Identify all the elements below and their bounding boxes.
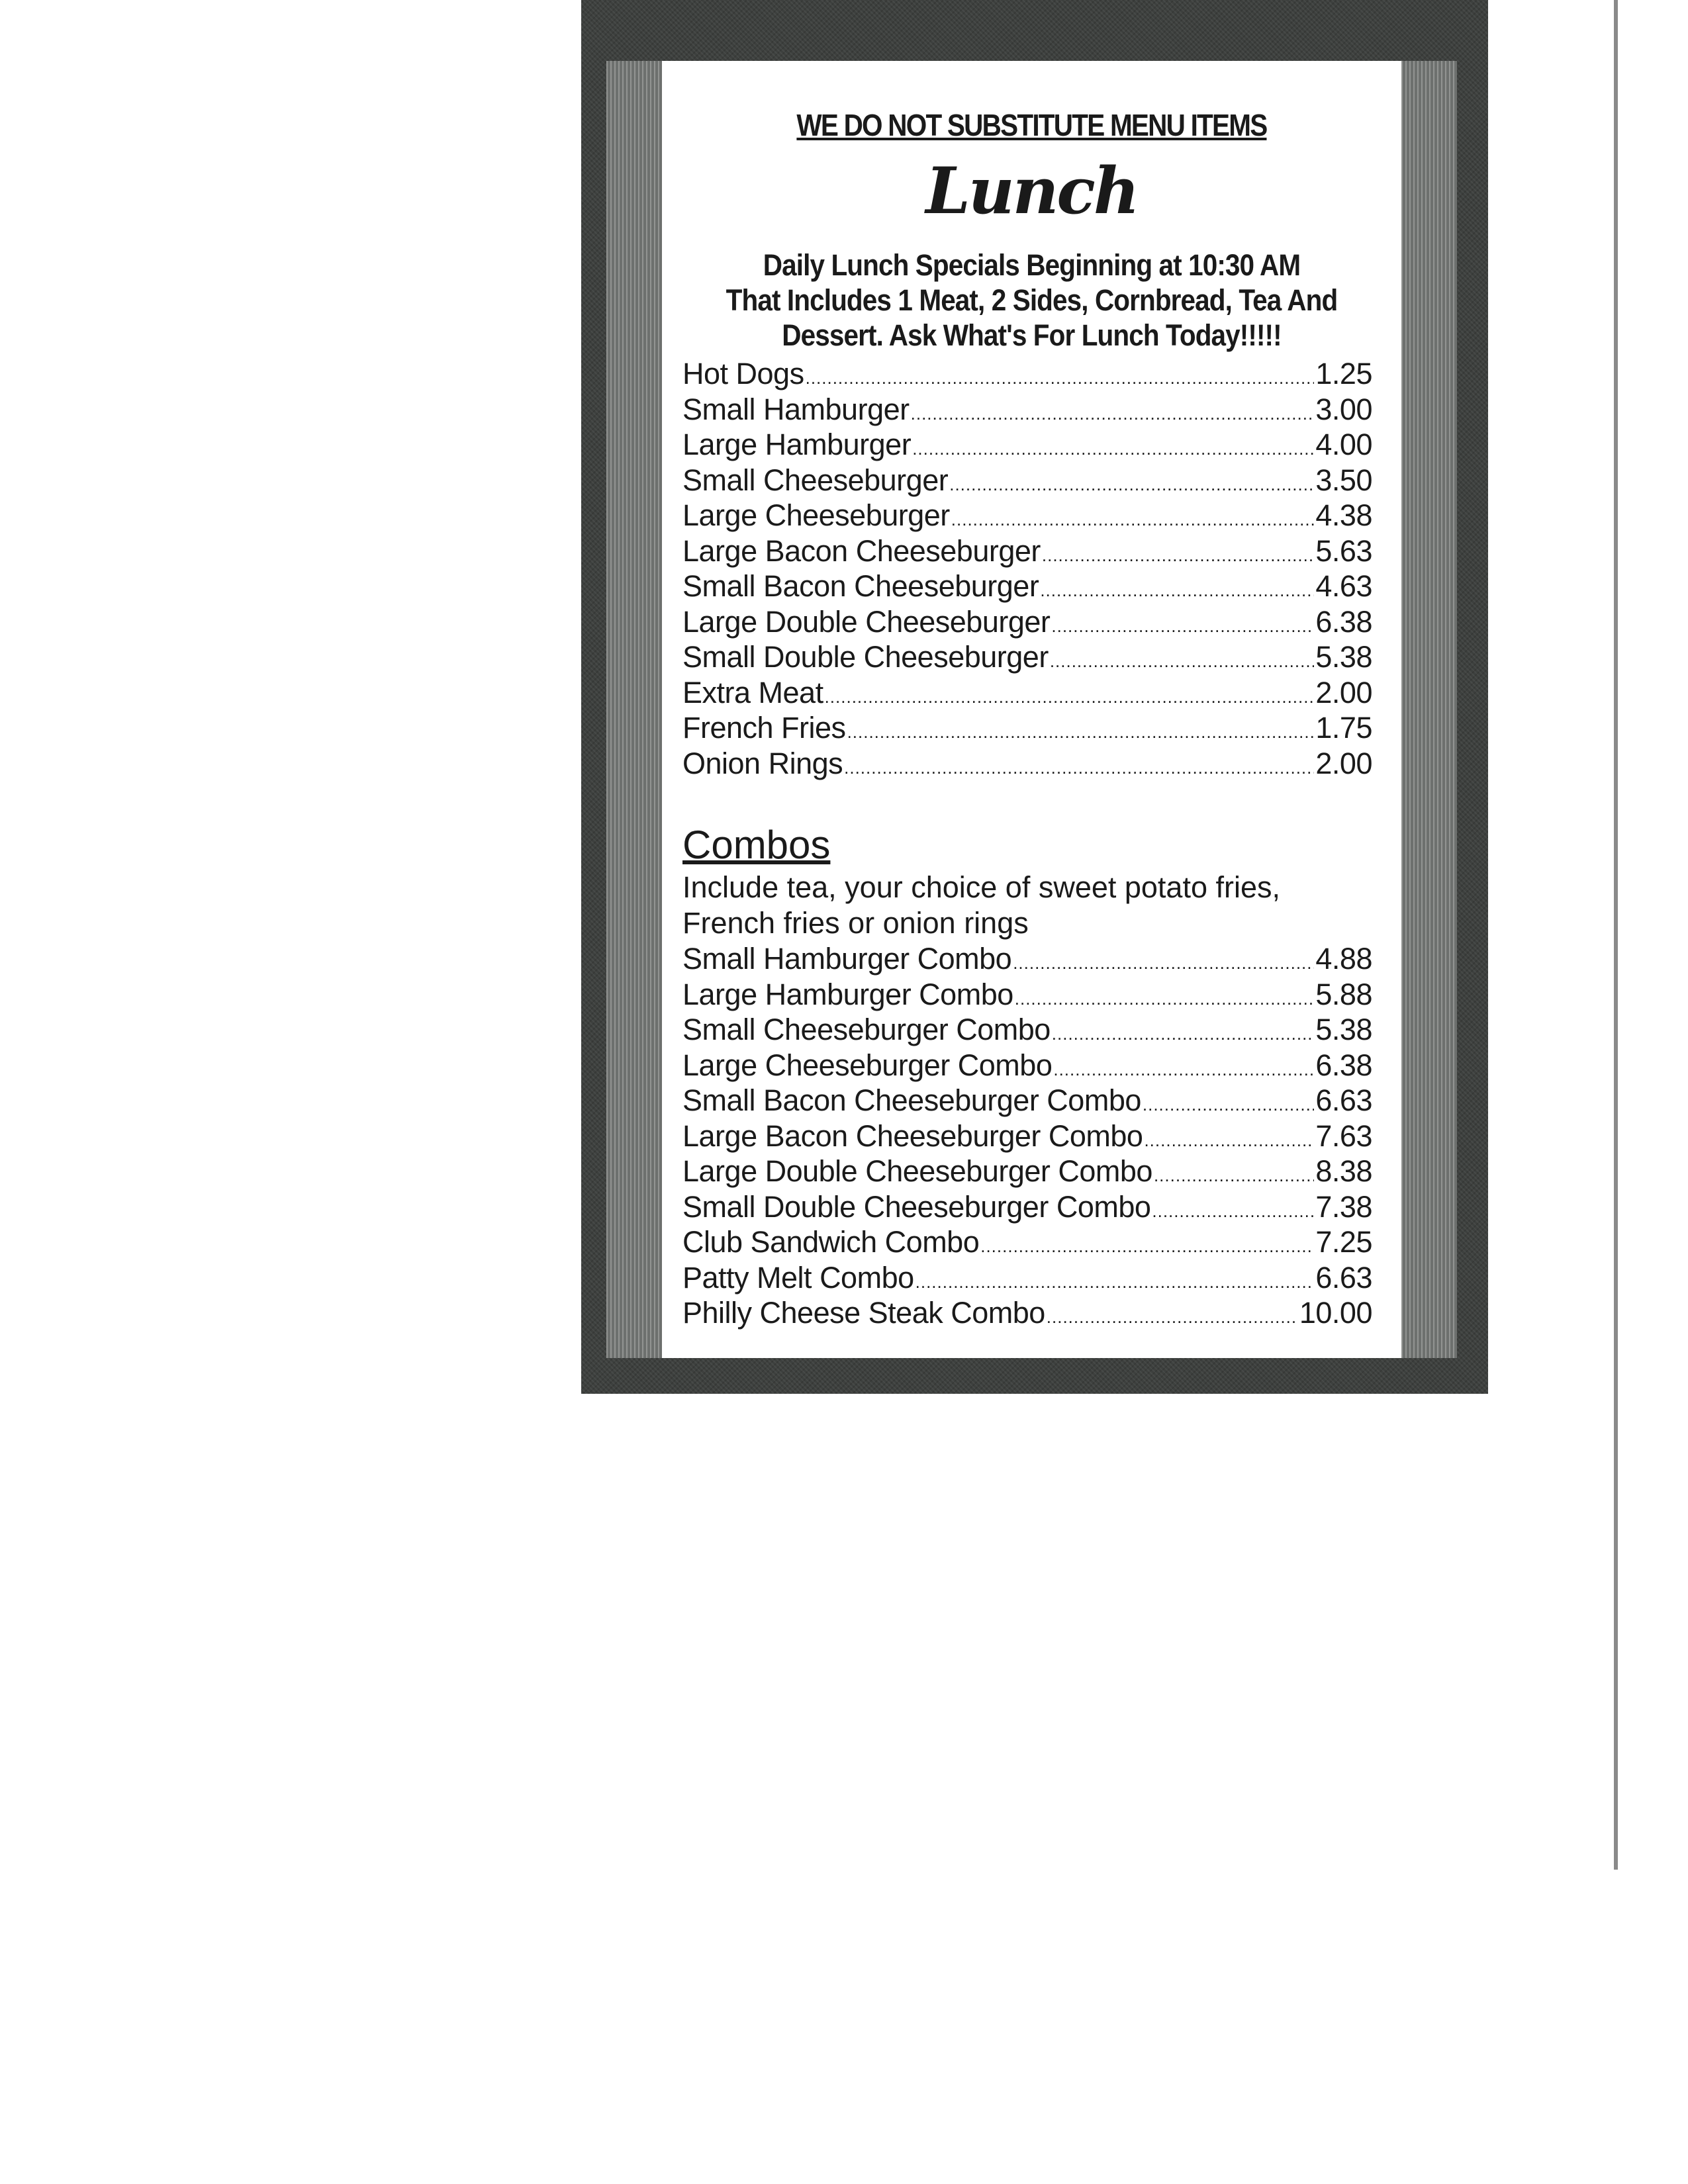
dot-leader	[825, 680, 1315, 715]
notice-text: WE DO NOT SUBSTITUTE MENU ITEMS	[796, 108, 1267, 142]
dot-leader	[949, 467, 1314, 503]
item-name: Small Double Cheeseburger	[682, 640, 1049, 674]
item-name: Onion Rings	[682, 746, 843, 780]
item-price: 6.38	[1315, 1048, 1372, 1082]
page-edge-line	[1614, 0, 1618, 1870]
frame-stripe-right	[1401, 61, 1457, 1358]
intro-line: Dessert. Ask What's For Lunch Today!!!!!	[782, 318, 1282, 352]
item-name: Small Bacon Cheeseburger	[682, 569, 1039, 603]
menu-item	[682, 1224, 1372, 1260]
item-name: Large Double Cheeseburger	[682, 604, 1051, 639]
menu-item	[682, 1048, 1372, 1083]
lunch-specials-intro	[675, 248, 1388, 353]
item-name: Hot Dogs	[682, 357, 804, 390]
item-price: 4.88	[1315, 942, 1372, 976]
item-price: 3.00	[1315, 392, 1372, 426]
menu-item	[682, 941, 1372, 977]
item-price: 5.63	[1315, 533, 1372, 568]
item-name: Small Bacon Cheeseburger Combo	[682, 1083, 1141, 1117]
dot-leader	[847, 715, 1315, 751]
item-price: 8.38	[1315, 1154, 1372, 1188]
item-price: 2.00	[1315, 675, 1372, 709]
menu-item	[682, 427, 1372, 463]
menu-title: Lunch	[925, 154, 1138, 228]
menu-item	[682, 498, 1372, 533]
dot-leader	[1144, 1123, 1314, 1159]
menu-item	[682, 1189, 1372, 1225]
menu-item	[682, 710, 1372, 746]
no-substitution-notice	[662, 107, 1401, 143]
dot-leader	[1047, 1300, 1298, 1336]
item-name: Large Cheeseburger Combo	[682, 1048, 1053, 1082]
dot-leader	[1042, 538, 1315, 574]
menu-item	[682, 569, 1372, 604]
item-name: Small Hamburger	[682, 392, 910, 426]
menu-item	[682, 675, 1372, 711]
dot-leader	[1152, 1194, 1314, 1230]
combos-description: Include tea, your choice of sweet potato fries, French fries or onion rings	[682, 870, 1281, 940]
dot-leader	[1052, 1017, 1315, 1052]
combos-heading: Combos	[682, 823, 831, 867]
item-name: Large Cheeseburger	[682, 498, 950, 532]
item-price: 4.00	[1315, 428, 1372, 461]
item-name: Large Hamburger Combo	[682, 977, 1013, 1011]
item-price: 2.00	[1315, 746, 1372, 780]
intro-line: Daily Lunch Specials Beginning at 10:30 AM	[763, 248, 1301, 282]
item-price: 4.63	[1315, 569, 1372, 603]
dot-leader	[912, 432, 1314, 467]
item-name: Small Double Cheeseburger Combo	[682, 1189, 1151, 1224]
menu-item	[682, 1012, 1372, 1048]
item-name: Small Hamburger Combo	[682, 942, 1012, 976]
menu-item	[682, 1260, 1372, 1296]
dot-leader	[1051, 609, 1314, 645]
menu-item	[682, 533, 1372, 569]
dot-leader	[1013, 946, 1314, 981]
item-price: 5.38	[1315, 1013, 1372, 1046]
menu-item	[682, 1083, 1372, 1118]
item-name: Large Bacon Cheeseburger	[682, 533, 1041, 568]
item-name: Large Hamburger	[682, 428, 912, 461]
item-price: 7.38	[1315, 1189, 1372, 1224]
menu-item	[682, 604, 1372, 640]
dot-leader	[844, 751, 1314, 786]
dot-leader	[1143, 1087, 1315, 1123]
menu-item	[682, 639, 1372, 675]
menu-item	[682, 746, 1372, 782]
dot-leader	[911, 396, 1315, 432]
item-name: Large Bacon Cheeseburger Combo	[682, 1118, 1143, 1153]
combo-items-list	[682, 941, 1372, 1331]
item-price: 5.38	[1315, 640, 1372, 674]
intro-line: That Includes 1 Meat, 2 Sides, Cornbread, Tea And	[726, 283, 1338, 317]
item-price: 1.75	[1315, 711, 1372, 745]
item-price: 6.38	[1315, 604, 1372, 639]
item-name: Club Sandwich Combo	[682, 1225, 980, 1259]
frame-stripe-left	[606, 61, 662, 1358]
menu-item	[682, 1295, 1372, 1331]
menu-item	[682, 392, 1372, 428]
item-name: Small Cheeseburger	[682, 463, 949, 497]
item-price: 5.88	[1315, 977, 1372, 1011]
dot-leader	[915, 1265, 1315, 1300]
item-price: 7.63	[1315, 1118, 1372, 1153]
menu-item	[682, 463, 1372, 498]
menu-item	[682, 356, 1372, 392]
menu-item	[682, 1118, 1372, 1154]
lunch-items-list	[682, 356, 1372, 781]
item-name: Patty Melt Combo	[682, 1260, 914, 1295]
item-price: 6.63	[1315, 1260, 1372, 1295]
item-price: 3.50	[1315, 463, 1372, 497]
item-price: 1.25	[1315, 357, 1372, 390]
item-price: 4.38	[1315, 498, 1372, 532]
dot-leader	[1154, 1158, 1314, 1194]
item-price: 7.25	[1315, 1225, 1372, 1259]
item-name: Small Cheeseburger Combo	[682, 1013, 1051, 1046]
dot-leader	[1053, 1052, 1314, 1088]
menu-item	[682, 1154, 1372, 1189]
menu-item	[682, 977, 1372, 1013]
dot-leader	[1040, 573, 1314, 609]
dot-leader	[1050, 644, 1315, 680]
dot-leader	[951, 502, 1315, 538]
item-name: French Fries	[682, 711, 846, 745]
menu-panel	[662, 61, 1401, 1358]
dot-leader	[806, 361, 1315, 396]
item-name: Extra Meat	[682, 675, 823, 709]
dot-leader	[980, 1229, 1314, 1265]
item-price: 6.63	[1315, 1083, 1372, 1117]
item-name: Philly Cheese Steak Combo	[682, 1296, 1045, 1330]
item-price: 10.00	[1299, 1296, 1372, 1330]
item-name: Large Double Cheeseburger Combo	[682, 1154, 1152, 1188]
dot-leader	[1015, 981, 1315, 1017]
